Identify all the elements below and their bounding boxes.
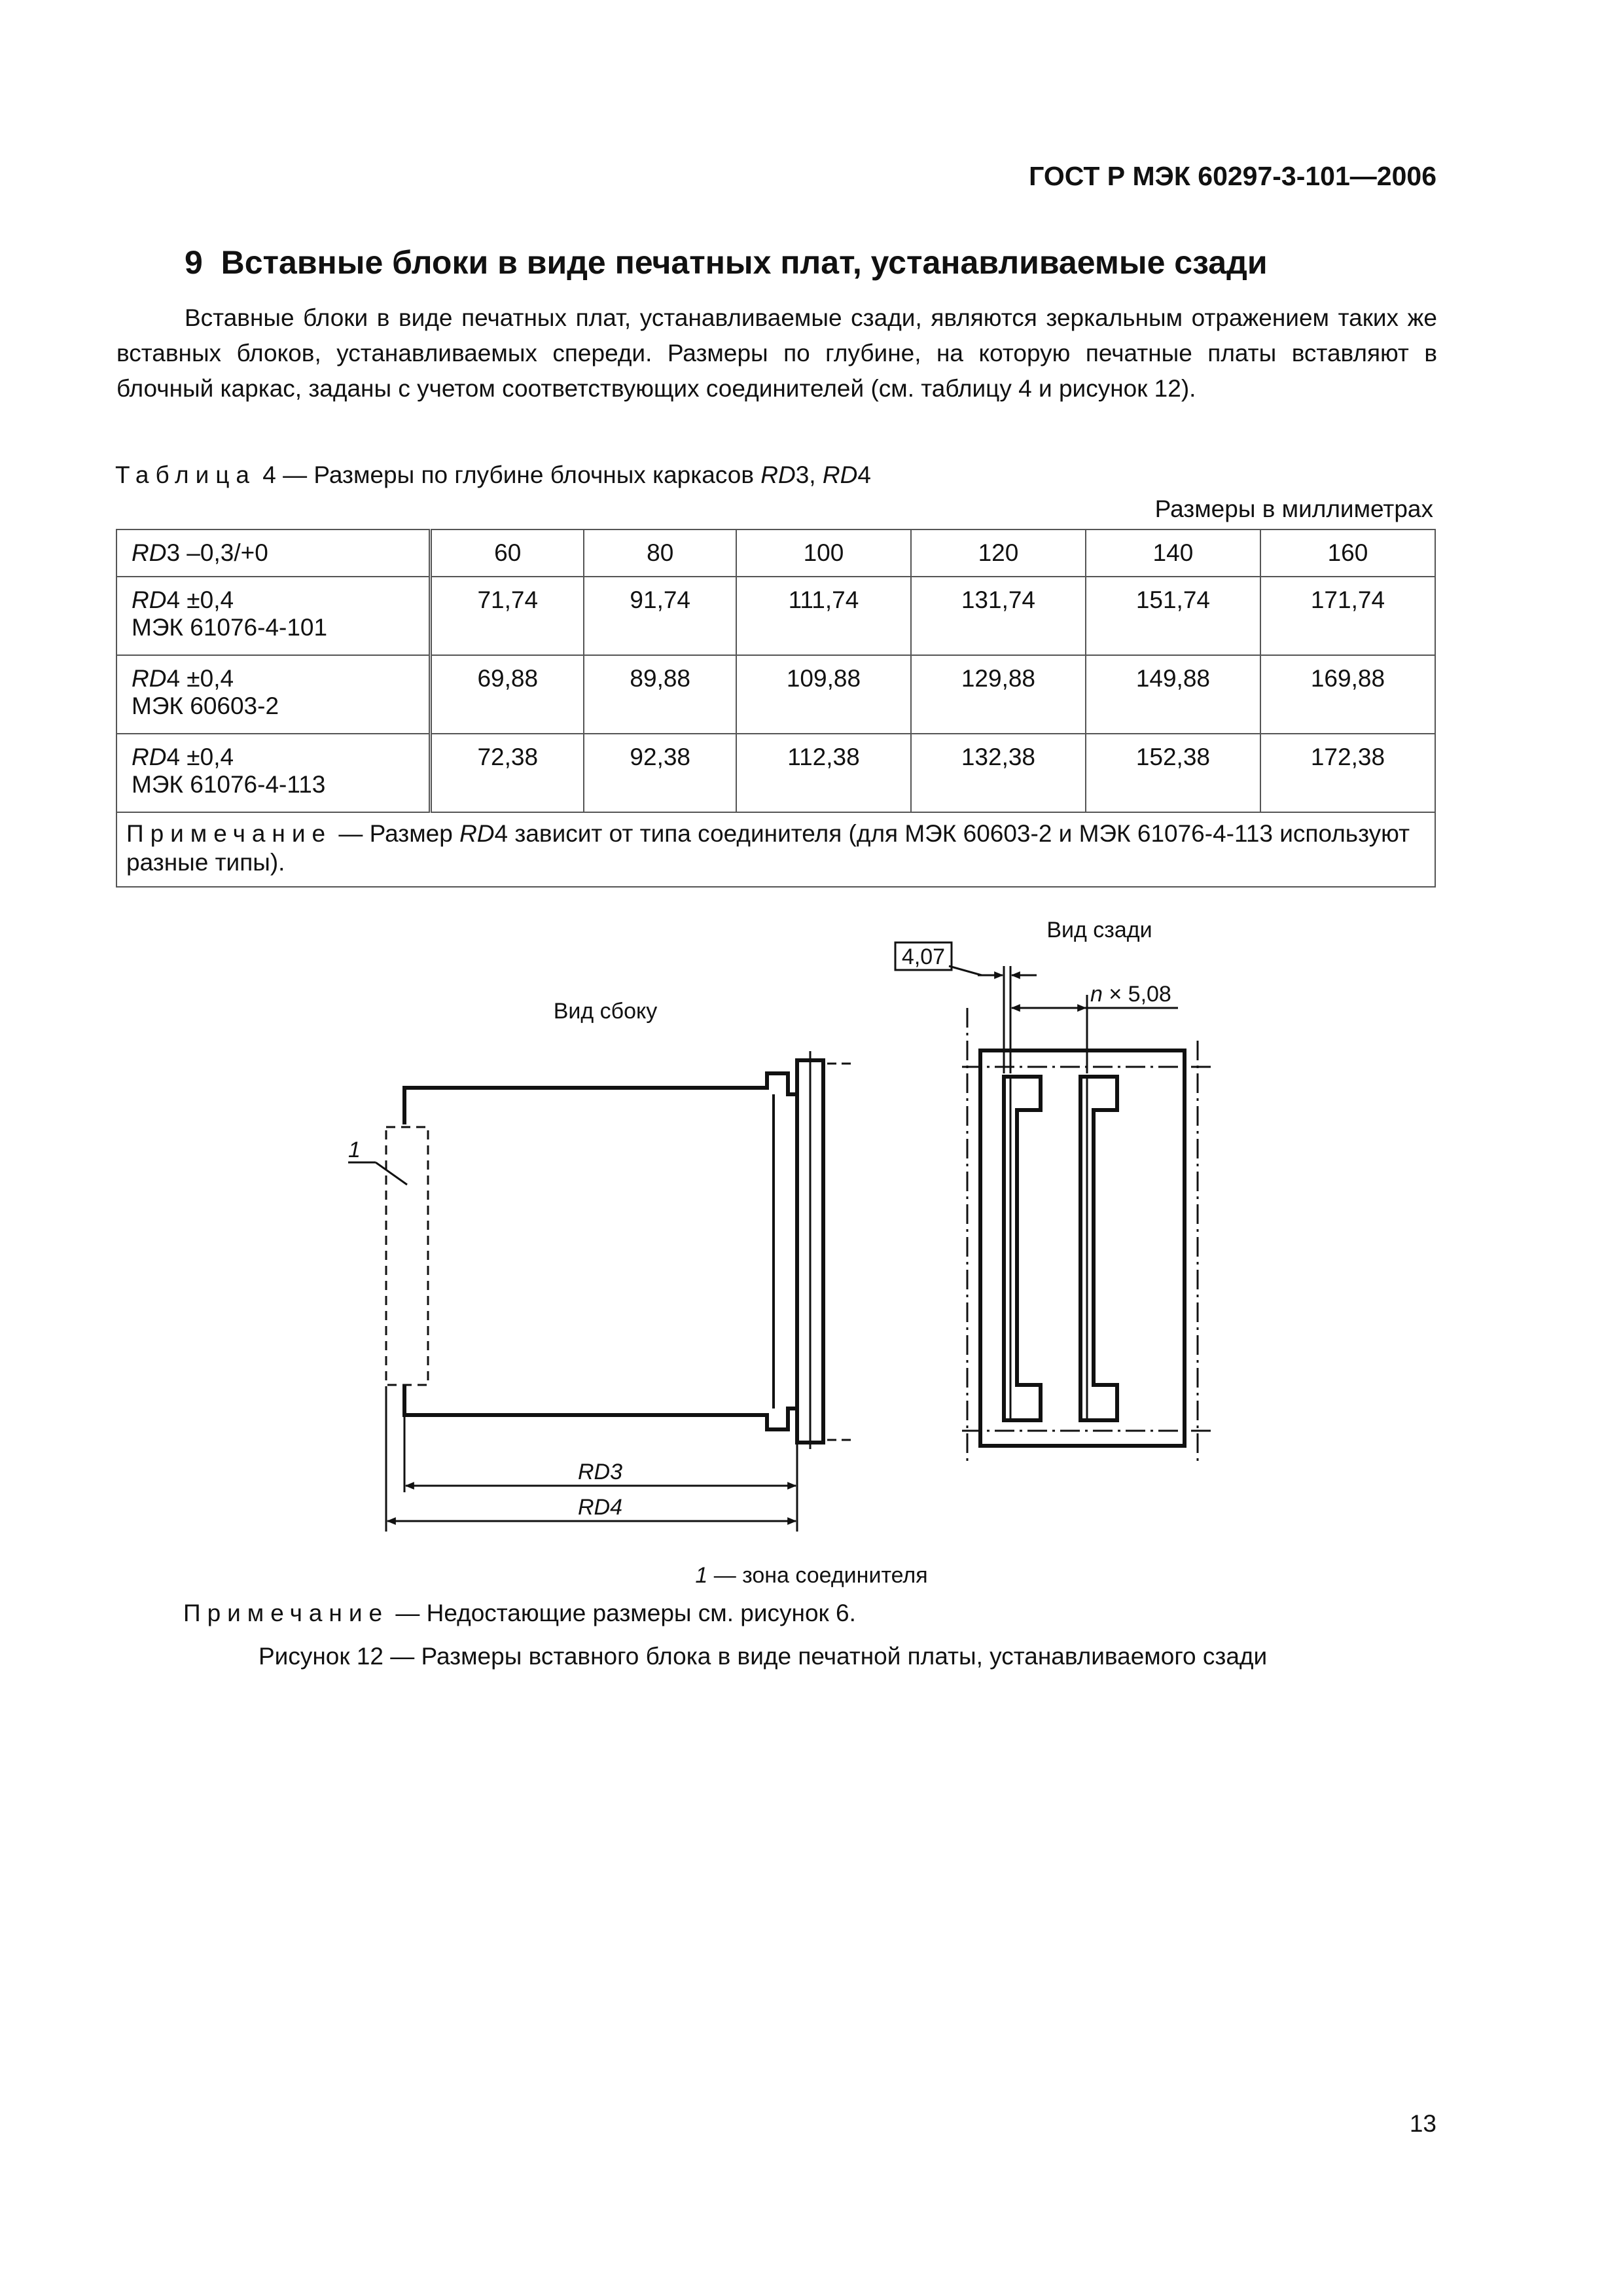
section-number: 9 (185, 244, 203, 281)
board-slot-left (1004, 1077, 1041, 1420)
dim-pitch-label: n × 5,08 (1090, 982, 1171, 1007)
table-cell: 160 (1260, 529, 1435, 577)
callout-1: 1 (348, 1138, 361, 1162)
figure-legend: 1 — зона соединителя (695, 1563, 928, 1588)
table-caption-text: — Размеры по глубине блочных каркасов (276, 461, 761, 488)
table-cell: 91,74 (584, 577, 736, 655)
table-cell: 72,38 (431, 734, 584, 812)
table-cell: 71,74 (431, 577, 584, 655)
table-caption-number: 4 (262, 461, 276, 488)
table-caption-var1-num: 3 (795, 461, 810, 488)
row-label: RD4 ±0,4 МЭК 60603-2 (116, 655, 431, 734)
figure-caption: Рисунок 12 — Размеры вставного блока в виде печатной платы, устанавливаемого сзади (259, 1643, 1268, 1670)
row-label: RD4 ±0,4 МЭК 61076-4-101 (116, 577, 431, 655)
section-title: Вставные блоки в виде печатных плат, устанавливаемые сзади (221, 244, 1268, 281)
table-units: Размеры в миллиметрах (1154, 495, 1433, 522)
table-cell: 120 (911, 529, 1086, 577)
table-cell: 129,88 (911, 655, 1086, 734)
table-cell: 149,88 (1086, 655, 1260, 734)
table-caption-var1: RD (760, 461, 796, 488)
rear-view (895, 918, 1211, 1466)
dim-offset-label: 4,07 (901, 944, 946, 969)
table-caption-label: Таблица (115, 461, 257, 488)
table-cell: 111,74 (736, 577, 911, 655)
table-caption-var2-num: 4 (857, 461, 871, 488)
dim-offset-leader (949, 966, 982, 975)
table-cell: 140 (1086, 529, 1260, 577)
table-cell: 131,74 (911, 577, 1086, 655)
table-caption-sep: , (809, 461, 823, 488)
dim-rd3-label: RD3 (577, 1460, 623, 1484)
table-cell: 132,38 (911, 734, 1086, 812)
table-cell: 60 (431, 529, 584, 577)
row-label: RD4 ±0,4 МЭК 61076-4-113 (116, 734, 431, 812)
table-cell: 171,74 (1260, 577, 1435, 655)
rear-view-label: Вид сзади (1046, 918, 1152, 942)
page-number: 13 (1409, 2110, 1436, 2137)
table-cell: 69,88 (431, 655, 584, 734)
connector-zone (386, 1127, 428, 1385)
table-cell: 169,88 (1260, 655, 1435, 734)
dim-rd4-label: RD4 (577, 1495, 623, 1520)
table-cell: 172,38 (1260, 734, 1435, 812)
side-view (348, 999, 856, 1532)
table-cell: 80 (584, 529, 736, 577)
body-paragraph: Вставные блоки в виде печатных плат, устанавливаемые сзади, являются зеркальным отражением таких же вставных блоков, устанавливаемых спереди. Размеры по глубине, на которую печатные платы вставляют в блочный каркас, заданы с учетом соответствующих соединителей (см. таблицу 4 и рисунок 12). (116, 304, 1437, 402)
table-caption-var2: RD (822, 461, 858, 488)
pcb-board-outline (404, 1073, 797, 1429)
table-cell: 152,38 (1086, 734, 1260, 812)
table-cell: 109,88 (736, 655, 911, 734)
side-view-label: Вид сбоку (553, 999, 658, 1024)
row-label-rd3: RD3 –0,3/+0 (116, 529, 431, 577)
table-note: Примечание — Размер RD4 зависит от типа соединителя (для МЭК 60603-2 и МЭК 61076-4-113 используют разные типы). (116, 812, 1435, 887)
callout-leader (376, 1162, 407, 1185)
table-cell: 100 (736, 529, 911, 577)
table-cell: 92,38 (584, 734, 736, 812)
standard-code: ГОСТ Р МЭК 60297-3-101—2006 (1029, 161, 1436, 191)
table-cell: 112,38 (736, 734, 911, 812)
table-cell: 89,88 (584, 655, 736, 734)
table-cell: 151,74 (1086, 577, 1260, 655)
board-slot-right (1080, 1077, 1117, 1420)
figure-note: Примечание — Недостающие размеры см. рисунок 6. (183, 1600, 856, 1626)
